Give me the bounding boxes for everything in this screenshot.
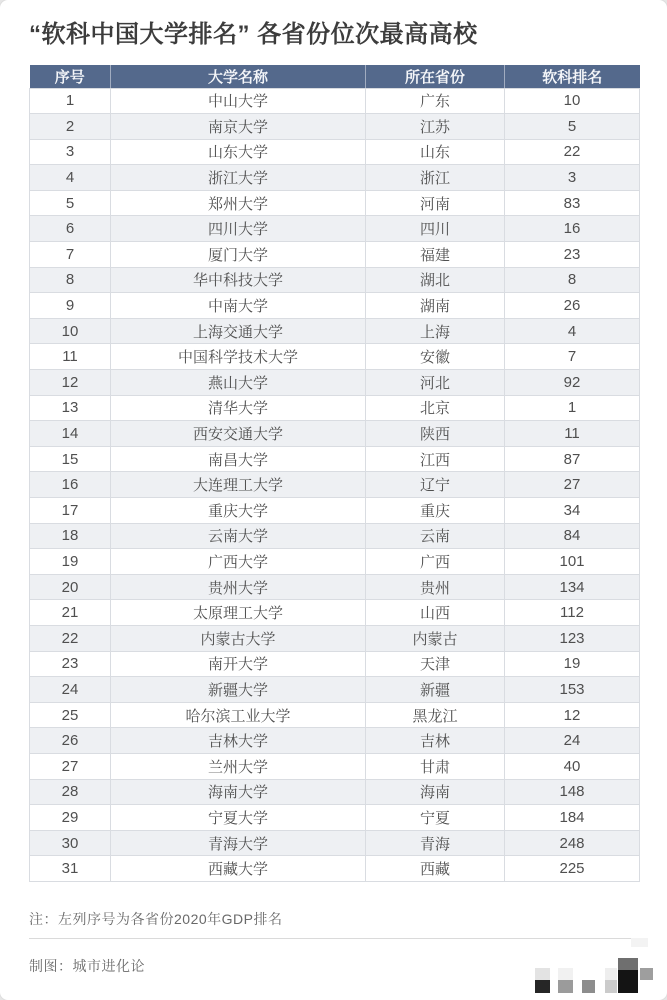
cell-rank: 19 <box>505 651 640 677</box>
cell-university: 广西大学 <box>111 549 366 575</box>
cell-university: 重庆大学 <box>111 498 366 524</box>
cell-university: 中南大学 <box>111 293 366 319</box>
cell-province: 青海 <box>366 830 505 856</box>
cell-province: 陕西 <box>366 421 505 447</box>
watermark-block <box>535 980 550 993</box>
table-row <box>30 523 640 549</box>
cell-province: 贵州 <box>366 574 505 600</box>
cell-university: 清华大学 <box>111 395 366 421</box>
cell-index: 29 <box>30 805 111 831</box>
cell-index: 4 <box>30 165 111 191</box>
cell-rank: 8 <box>505 267 640 293</box>
cell-province: 浙江 <box>366 165 505 191</box>
cell-index: 19 <box>30 549 111 575</box>
cell-index: 8 <box>30 267 111 293</box>
cell-province: 河北 <box>366 370 505 396</box>
cell-rank: 5 <box>505 114 640 140</box>
cell-rank: 123 <box>505 625 640 651</box>
cell-university: 燕山大学 <box>111 370 366 396</box>
cell-university: 中山大学 <box>111 88 366 114</box>
watermark-block <box>618 970 638 993</box>
cell-rank: 1 <box>505 395 640 421</box>
cell-rank: 84 <box>505 523 640 549</box>
cell-index: 1 <box>30 88 111 114</box>
cell-province: 天津 <box>366 651 505 677</box>
table-row <box>30 625 640 651</box>
cell-university: 青海大学 <box>111 830 366 856</box>
cell-rank: 34 <box>505 498 640 524</box>
cell-index: 22 <box>30 625 111 651</box>
cell-rank: 148 <box>505 779 640 805</box>
cell-index: 7 <box>30 242 111 268</box>
table-row <box>30 267 640 293</box>
cell-rank: 3 <box>505 165 640 191</box>
cell-index: 26 <box>30 728 111 754</box>
cell-rank: 16 <box>505 216 640 242</box>
cell-university: 上海交通大学 <box>111 318 366 344</box>
cell-province: 甘肃 <box>366 753 505 779</box>
cell-index: 18 <box>30 523 111 549</box>
cell-index: 12 <box>30 370 111 396</box>
cell-province: 重庆 <box>366 498 505 524</box>
table-row <box>30 446 640 472</box>
cell-index: 20 <box>30 574 111 600</box>
col-header-index: 序号 <box>30 65 111 88</box>
cell-university: 太原理工大学 <box>111 600 366 626</box>
cell-rank: 101 <box>505 549 640 575</box>
cell-index: 2 <box>30 114 111 140</box>
cell-index: 9 <box>30 293 111 319</box>
cell-university: 新疆大学 <box>111 677 366 703</box>
cell-index: 16 <box>30 472 111 498</box>
cell-university: 海南大学 <box>111 779 366 805</box>
cell-rank: 4 <box>505 318 640 344</box>
cell-index: 15 <box>30 446 111 472</box>
cell-province: 湖北 <box>366 267 505 293</box>
cell-rank: 10 <box>505 88 640 114</box>
cell-index: 17 <box>30 498 111 524</box>
cell-province: 辽宁 <box>366 472 505 498</box>
watermark-block <box>558 968 573 980</box>
cell-province: 江苏 <box>366 114 505 140</box>
watermark-block <box>605 980 617 993</box>
cell-province: 安徽 <box>366 344 505 370</box>
watermark-block <box>535 968 550 980</box>
cell-rank: 24 <box>505 728 640 754</box>
table-row <box>30 190 640 216</box>
cell-province: 江西 <box>366 446 505 472</box>
table-row <box>30 753 640 779</box>
cell-province: 河南 <box>366 190 505 216</box>
cell-rank: 112 <box>505 600 640 626</box>
cell-province: 西藏 <box>366 856 505 882</box>
col-header-rank: 软科排名 <box>505 65 640 88</box>
cell-university: 山东大学 <box>111 139 366 165</box>
table-row <box>30 805 640 831</box>
cell-university: 厦门大学 <box>111 242 366 268</box>
cell-index: 14 <box>30 421 111 447</box>
cell-rank: 7 <box>505 344 640 370</box>
cell-rank: 225 <box>505 856 640 882</box>
cell-province: 上海 <box>366 318 505 344</box>
cell-province: 湖南 <box>366 293 505 319</box>
cell-rank: 153 <box>505 677 640 703</box>
table-row <box>30 728 640 754</box>
cell-university: 大连理工大学 <box>111 472 366 498</box>
table-row <box>30 574 640 600</box>
watermark-block <box>605 968 617 980</box>
cell-rank: 23 <box>505 242 640 268</box>
cell-province: 山西 <box>366 600 505 626</box>
table-row <box>30 856 640 882</box>
cell-index: 23 <box>30 651 111 677</box>
cell-rank: 83 <box>505 190 640 216</box>
table-row <box>30 830 640 856</box>
cell-rank: 92 <box>505 370 640 396</box>
table-row <box>30 651 640 677</box>
credit: 制图：城市进化论 <box>29 958 145 974</box>
table-row <box>30 395 640 421</box>
cell-rank: 22 <box>505 139 640 165</box>
ranking-table <box>29 65 640 882</box>
cell-province: 北京 <box>366 395 505 421</box>
cell-university: 宁夏大学 <box>111 805 366 831</box>
divider <box>29 938 640 939</box>
cell-rank: 87 <box>505 446 640 472</box>
cell-university: 西安交通大学 <box>111 421 366 447</box>
table-row <box>30 702 640 728</box>
cell-province: 黑龙江 <box>366 702 505 728</box>
cell-index: 28 <box>30 779 111 805</box>
cell-index: 11 <box>30 344 111 370</box>
cell-province: 四川 <box>366 216 505 242</box>
footnote: 注：左列序号为各省份2020年GDP排名 <box>29 911 283 927</box>
cell-index: 31 <box>30 856 111 882</box>
cell-university: 兰州大学 <box>111 753 366 779</box>
col-header-university: 大学名称 <box>111 65 366 88</box>
table-row <box>30 779 640 805</box>
cell-index: 13 <box>30 395 111 421</box>
table-row <box>30 370 640 396</box>
cell-rank: 134 <box>505 574 640 600</box>
cell-university: 浙江大学 <box>111 165 366 191</box>
table-row <box>30 421 640 447</box>
cell-index: 21 <box>30 600 111 626</box>
page-title: “软科中国大学排名” 各省份位次最高高校 <box>29 21 478 48</box>
cell-province: 广西 <box>366 549 505 575</box>
cell-index: 6 <box>30 216 111 242</box>
cell-rank: 11 <box>505 421 640 447</box>
cell-rank: 26 <box>505 293 640 319</box>
table-row <box>30 677 640 703</box>
table-row <box>30 165 640 191</box>
cell-index: 27 <box>30 753 111 779</box>
cell-rank: 27 <box>505 472 640 498</box>
watermark-block <box>631 938 648 947</box>
cell-university: 南京大学 <box>111 114 366 140</box>
cell-university: 华中科技大学 <box>111 267 366 293</box>
cell-index: 30 <box>30 830 111 856</box>
table-row <box>30 549 640 575</box>
cell-index: 25 <box>30 702 111 728</box>
cell-province: 福建 <box>366 242 505 268</box>
cell-university: 中国科学技术大学 <box>111 344 366 370</box>
cell-province: 山东 <box>366 139 505 165</box>
watermark-block <box>640 968 653 980</box>
cell-rank: 248 <box>505 830 640 856</box>
cell-index: 5 <box>30 190 111 216</box>
table-row <box>30 293 640 319</box>
cell-university: 南开大学 <box>111 651 366 677</box>
cell-university: 贵州大学 <box>111 574 366 600</box>
cell-province: 吉林 <box>366 728 505 754</box>
table-row <box>30 216 640 242</box>
table-row <box>30 114 640 140</box>
cell-index: 10 <box>30 318 111 344</box>
table-row <box>30 88 640 114</box>
cell-province: 云南 <box>366 523 505 549</box>
cell-rank: 12 <box>505 702 640 728</box>
cell-university: 四川大学 <box>111 216 366 242</box>
cell-index: 24 <box>30 677 111 703</box>
table-row <box>30 600 640 626</box>
cell-index: 3 <box>30 139 111 165</box>
table-row <box>30 139 640 165</box>
cell-province: 海南 <box>366 779 505 805</box>
table-row <box>30 472 640 498</box>
col-header-province: 所在省份 <box>366 65 505 88</box>
watermark-block <box>558 980 573 993</box>
watermark-block <box>582 980 595 993</box>
cell-university: 哈尔滨工业大学 <box>111 702 366 728</box>
table-row <box>30 498 640 524</box>
table-row <box>30 242 640 268</box>
cell-rank: 184 <box>505 805 640 831</box>
table-row <box>30 344 640 370</box>
cell-university: 内蒙古大学 <box>111 625 366 651</box>
cell-province: 新疆 <box>366 677 505 703</box>
cell-rank: 40 <box>505 753 640 779</box>
cell-province: 内蒙古 <box>366 625 505 651</box>
cell-university: 西藏大学 <box>111 856 366 882</box>
cell-province: 宁夏 <box>366 805 505 831</box>
cell-university: 南昌大学 <box>111 446 366 472</box>
table-row <box>30 318 640 344</box>
cell-university: 郑州大学 <box>111 190 366 216</box>
cell-university: 云南大学 <box>111 523 366 549</box>
watermark-block <box>618 958 638 970</box>
cell-province: 广东 <box>366 88 505 114</box>
table-header-row <box>30 65 640 88</box>
table-body <box>30 88 640 882</box>
cell-university: 吉林大学 <box>111 728 366 754</box>
